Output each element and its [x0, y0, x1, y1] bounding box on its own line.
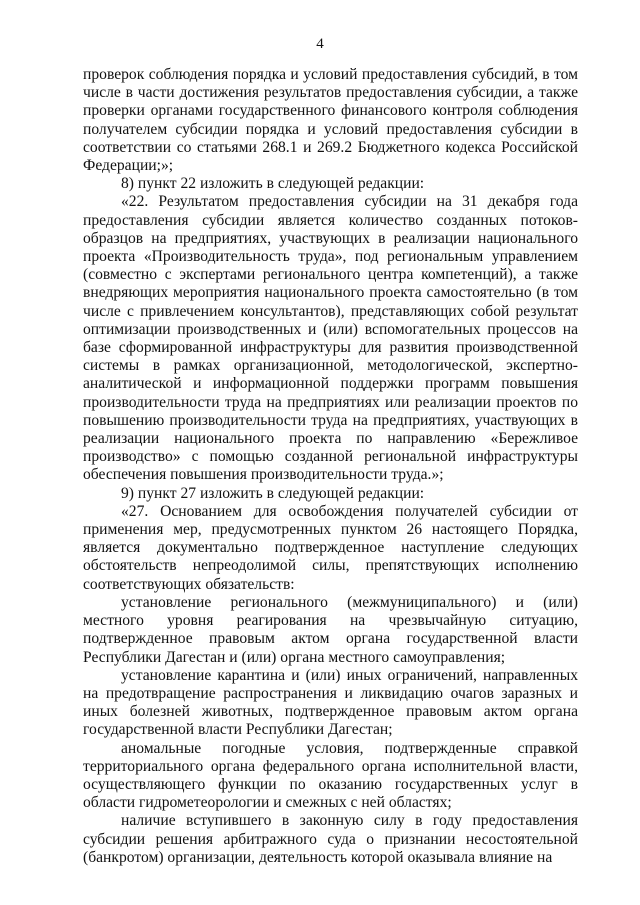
document-body — [83, 66, 578, 867]
paragraph-bankruptcy: наличие вступившего в законную силу в году предоставления субсидии решения арбитражного суда о признании несостоятельной (банкротом) организации, деятельность которой оказывала влияние на — [83, 812, 578, 866]
page-number: 4 — [316, 36, 324, 52]
paragraph-emergency-response: установление регионального (межмуниципального) и (или) местного уровня реагирования на чрезвычайную ситуацию, подтвержденное правовым актом органа государственной власти Республики Дагестан и (или) органа местного самоуправления; — [83, 593, 578, 666]
paragraph-continuation: проверок соблюдения порядка и условий предоставления субсидий, в том числе в части достижения результатов предоставления субсидии, а также проверки органами государственного финансового контроля соблюдения получателем субсидии порядка и условий предоставления субсидии в соответствии со статьями 268.1 и 269.2 Бюджетного кодекса Российской Федерации;»; — [83, 66, 578, 175]
paragraph-item-8: 8) пункт 22 изложить в следующей редакции: — [121, 175, 425, 193]
paragraph-quarantine: установление карантина и (или) иных ограничений, направленных на предотвращение распространения и ликвидацию очагов заразных и иных болезней животных, подтвержденное правовым актом органа государственной власти Республики Дагестан; — [83, 666, 578, 739]
paragraph-clause-22: «22. Результатом предоставления субсидии на 31 декабря года предоставления субсидии является количество созданных потоков-образцов на предприятиях, участвующих в реализации национального проекта «Производительность труда», под региональным управлением (совместно с экспертами регионального центра компетенций), а также внедряющих мероприятия национального проекта самостоятельно (в том числе с привлечением консультантов), представляющих собой результат оптимизации производственных и (или) вспомогательных процессов на базе сформированной инфраструктуры для развития производственной системы в рамках организационной, методологической, экспертно-аналитической и информационной поддержки программ повышения производительности труда на предприятиях или реализации проектов по повышению производительности труда на предприятиях, участвующих в реализации национального проекта по направлению «Бережливое производство» с помощью созданной региональной инфраструктуры обеспечения повышения производительности труда.»; — [83, 193, 578, 484]
paragraph-weather: аномальные погодные условия, подтвержденные справкой территориального органа федерального органа исполнительной власти, осуществляющего функции по оказанию государственных услуг в области гидрометеорологии и смежных с ней областях; — [83, 739, 578, 812]
paragraph-item-9: 9) пункт 27 изложить в следующей редакции: — [121, 484, 425, 502]
paragraph-clause-27: «27. Основанием для освобождения получателей субсидии от применения мер, предусмотренных пунктом 26 настоящего Порядка, является документально подтвержденное наступление следующих обстоятельств непреодолимой силы, препятствующих исполнению соответствующих обязательств: — [83, 502, 578, 593]
